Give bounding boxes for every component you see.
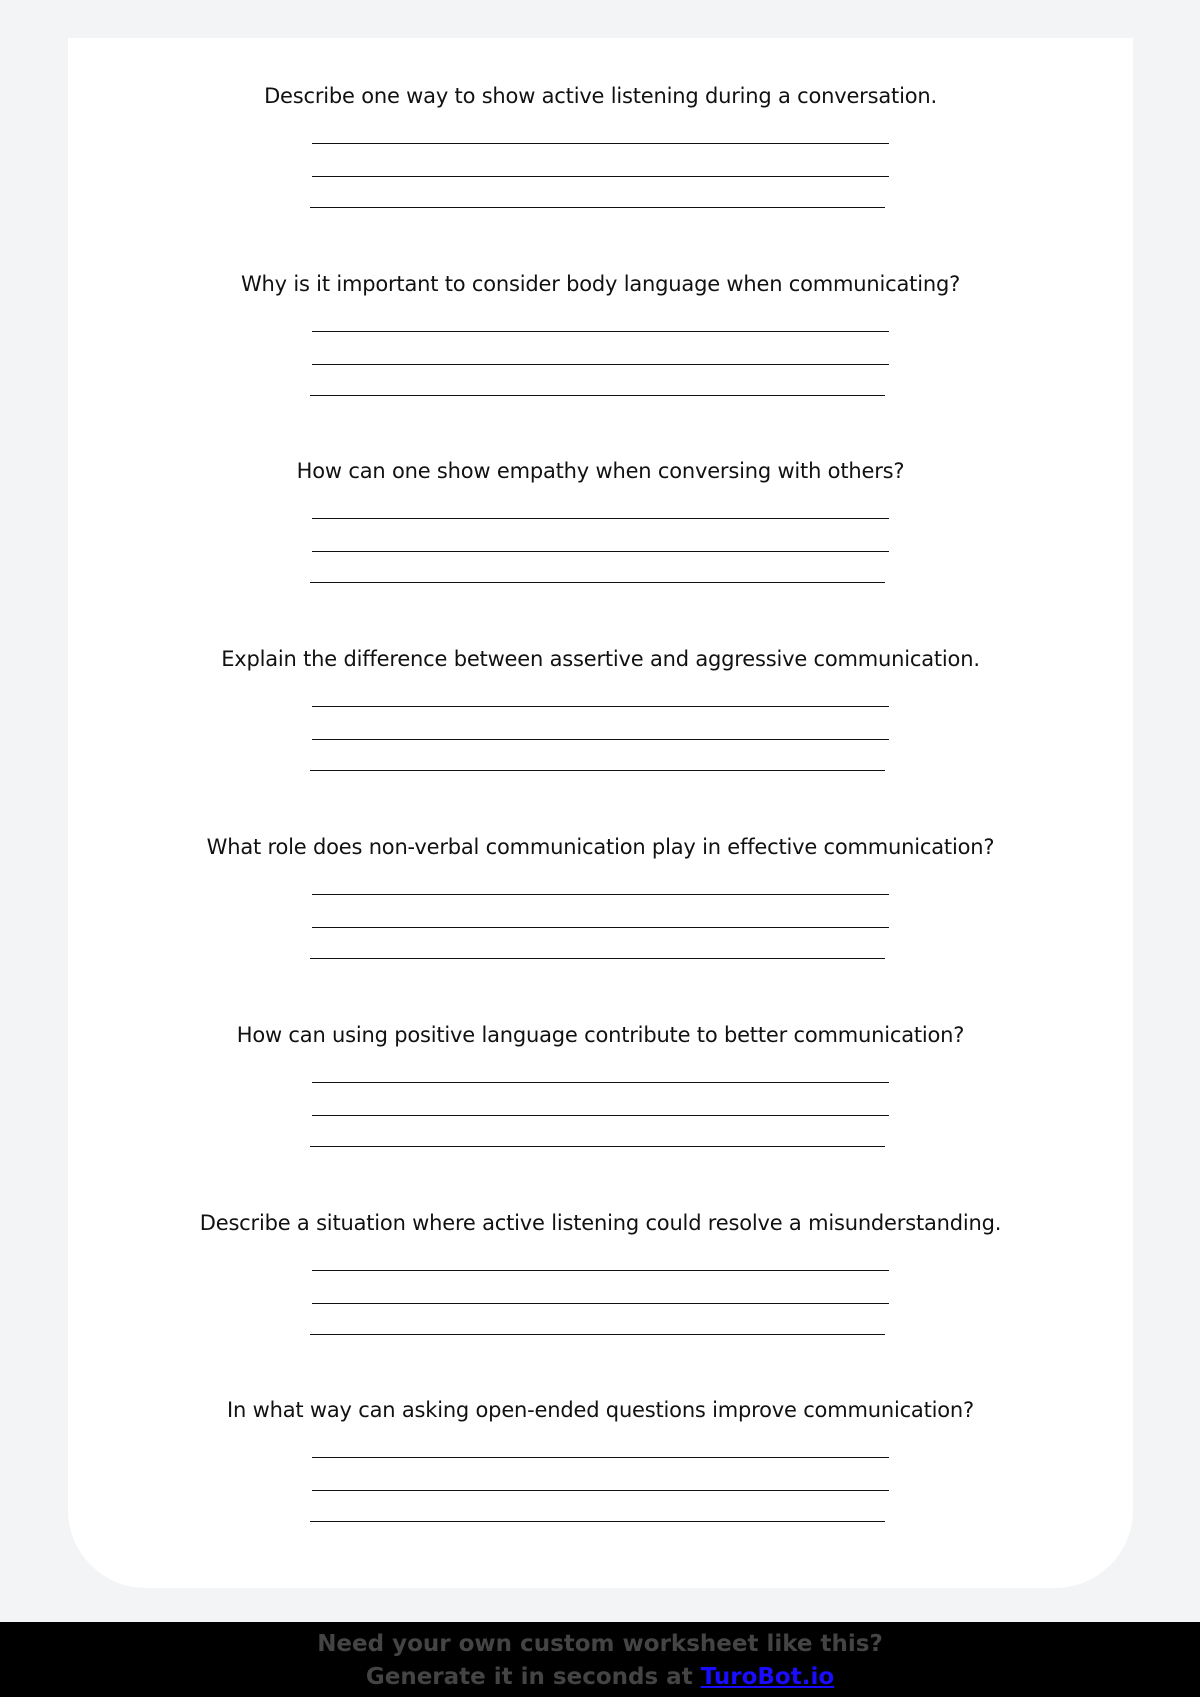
answer-line (310, 582, 885, 583)
turobot-link[interactable]: TuroBot.io (700, 1664, 835, 1690)
question-text: Explain the difference between assertive and aggressive communication. (221, 647, 980, 671)
answer-line (310, 958, 885, 959)
question-block (68, 646, 1133, 672)
question-block (68, 834, 1133, 860)
answer-line (312, 143, 889, 144)
answer-line (312, 927, 889, 928)
answer-line (312, 739, 889, 740)
answer-line (310, 395, 885, 396)
question-block (68, 458, 1133, 484)
answer-line (312, 1303, 889, 1304)
question-block (68, 271, 1133, 297)
answer-line (310, 1146, 885, 1147)
footer-cta-text: Generate it in seconds at (365, 1664, 701, 1690)
answer-line (312, 706, 889, 707)
question-block (68, 83, 1133, 109)
answer-line (312, 1082, 889, 1083)
footer-headline: Need your own custom worksheet like this? (317, 1631, 883, 1657)
answer-line (312, 364, 889, 365)
answer-line (310, 770, 885, 771)
question-text: How can one show empathy when conversing with others? (296, 459, 905, 483)
question-block (68, 1397, 1133, 1423)
answer-line (312, 518, 889, 519)
answer-line (312, 894, 889, 895)
question-text: Describe a situation where active listening could resolve a misunderstanding. (199, 1211, 1002, 1235)
question-block (68, 1210, 1133, 1236)
question-text: Describe one way to show active listening during a conversation. (264, 84, 937, 108)
answer-line (312, 1270, 889, 1271)
answer-line (312, 176, 889, 177)
question-text: How can using positive language contribute to better communication? (236, 1023, 965, 1047)
question-text: In what way can asking open-ended questions improve communication? (227, 1398, 974, 1422)
question-text: What role does non-verbal communication play in effective communication? (206, 835, 995, 859)
answer-line (312, 1490, 889, 1491)
answer-line (312, 331, 889, 332)
answer-line (310, 1334, 885, 1335)
footer-cta (0, 1662, 1200, 1692)
answer-line (310, 1521, 885, 1522)
worksheet-page (68, 38, 1133, 1588)
promo-footer (0, 1622, 1200, 1697)
answer-line (312, 1457, 889, 1458)
question-block (68, 1022, 1133, 1048)
answer-line (312, 551, 889, 552)
question-text: Why is it important to consider body language when communicating? (240, 272, 961, 296)
answer-line (310, 207, 885, 208)
answer-line (312, 1115, 889, 1116)
